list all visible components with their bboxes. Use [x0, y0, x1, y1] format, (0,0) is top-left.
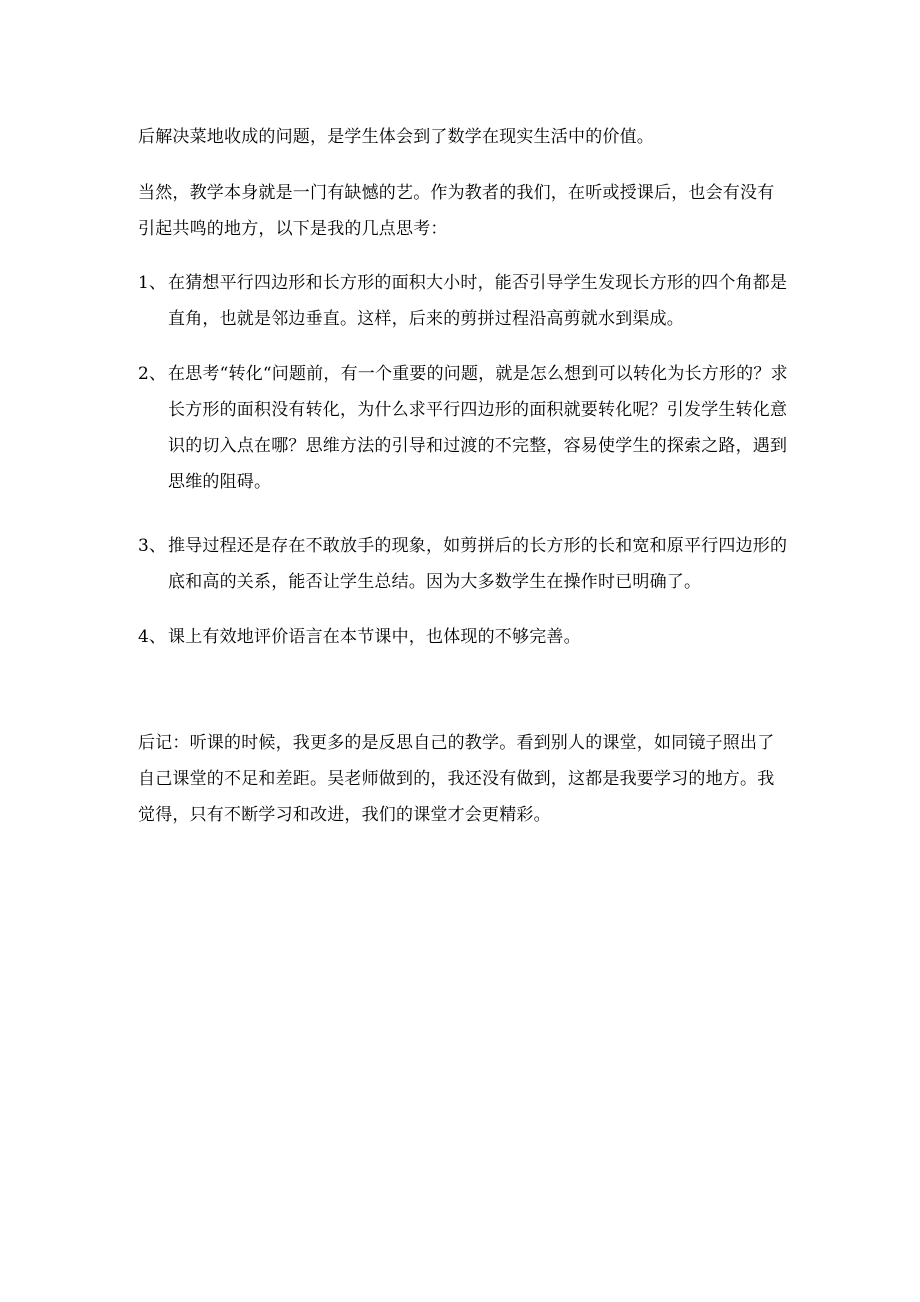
list-item-text: 在思考“转化“问题前，有一个重要的问题，就是怎么想到可以转化为长方形的？求长方形的面积没有转化，为什么求平行四边形的面积就要转化呢？引发学生转化意识的切入点在哪？思维方法的引导和过渡的不完整，容易使学生的探索之路，遇到思维的阻碍。 — [168, 364, 788, 492]
list-item-number: 1、 — [138, 273, 167, 293]
intro-continuation-paragraph: 后解决菜地收成的问题，是学生体会到了数学在现实生活中的价值。 — [138, 127, 654, 147]
list-item-1 — [138, 265, 788, 337]
list-item-number: 3、 — [138, 536, 167, 556]
postscript-paragraph: 后记：听课的时候，我更多的是反思自己的教学。看到别人的课堂，如同镜子照出了自己课堂的不足和差距。吴老师做到的，我还没有做到，这都是我要学习的地方。我觉得，只有不断学习和改进，我们的课堂才会更精彩。 — [138, 733, 775, 825]
list-item-3 — [138, 528, 788, 600]
list-item-2 — [138, 356, 788, 500]
list-item-number: 2、 — [138, 364, 167, 384]
list-item-text: 在猜想平行四边形和长方形的面积大小时，能否引导学生发现长方形的四个角都是直角，也就是邻边垂直。这样，后来的剪拼过程沿高剪就水到渠成。 — [168, 273, 788, 329]
list-item-text: 课上有效地评价语言在本节课中，也体现的不够完善。 — [168, 627, 581, 647]
list-item-text: 推导过程还是存在不敢放手的现象，如剪拼后的长方形的长和宽和原平行四边形的底和高的关系，能否让学生总结。因为大多数学生在操作时已明确了。 — [168, 536, 788, 592]
reflection-intro-paragraph: 当然，教学本身就是一门有缺憾的艺。作为教者的我们，在听或授课后，也会有没有引起共鸣的地方，以下是我的几点思考： — [138, 183, 775, 239]
list-item-number: 4、 — [138, 627, 167, 647]
list-item-4 — [138, 619, 788, 655]
